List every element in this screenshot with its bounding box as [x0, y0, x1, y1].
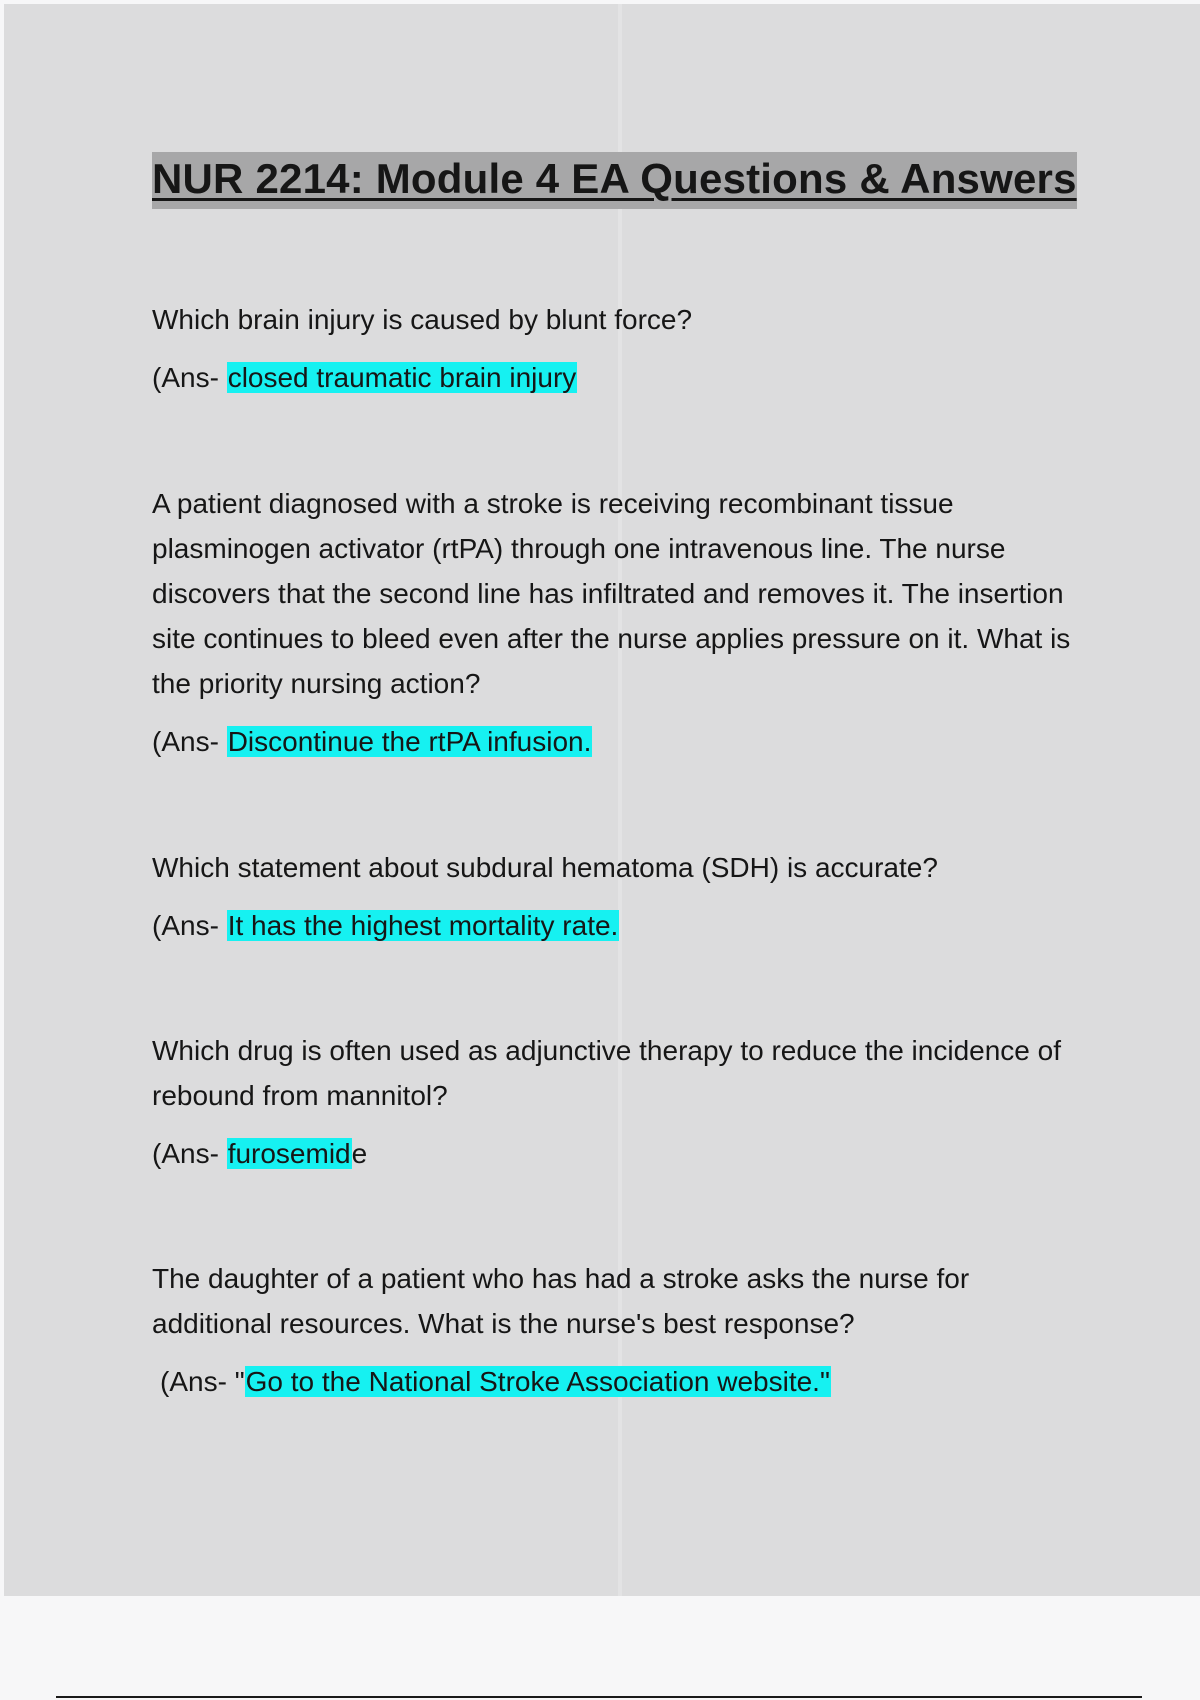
- question-text: The daughter of a patient who has had a stroke asks the nurse for additional resources. What is the nurse's best response?: [152, 1263, 970, 1339]
- answer-highlight: furosemid: [227, 1138, 351, 1169]
- answer-prefix: (Ans-: [152, 910, 227, 941]
- answer-tail: e: [351, 1138, 368, 1169]
- qa-item: [152, 1256, 1092, 1402]
- answer-prefix: (Ans-: [152, 726, 227, 757]
- footer-divider: [56, 1696, 1142, 1698]
- qa-item: [152, 1028, 1092, 1174]
- qa-item: [152, 481, 1092, 762]
- answer-highlight: closed traumatic brain injury: [227, 362, 577, 393]
- document-page: [4, 4, 1200, 1596]
- answer-line: [152, 358, 1092, 398]
- question-text: Which statement about subdural hematoma (SDH) is accurate?: [152, 852, 938, 883]
- answer-line: [152, 722, 1092, 762]
- answer-open-quote: ": [234, 1366, 245, 1397]
- qa-item: [152, 845, 1092, 946]
- answer-prefix: (Ans-: [152, 1138, 227, 1169]
- question-text: A patient diagnosed with a stroke is receiving recombinant tissue plasminogen activator (rtPA) through one intravenous line. The nurse discovers that the second line has infiltrated and removes it. The insertion site continues to bleed even after the nurse applies pressure on it. What is the priority nursing action?: [152, 488, 1071, 699]
- document-title: NUR 2214: Module 4 EA Questions & Answers: [152, 152, 1077, 209]
- answer-highlight: Go to the National Stroke Association website.": [245, 1366, 830, 1397]
- question-text: Which drug is often used as adjunctive therapy to reduce the incidence of rebound from mannitol?: [152, 1035, 1061, 1111]
- qa-item: [152, 297, 1092, 398]
- answer-prefix: (Ans-: [160, 1366, 235, 1397]
- answer-highlight: It has the highest mortality rate.: [227, 910, 619, 941]
- answer-line: [160, 1362, 1092, 1402]
- answer-line: [152, 906, 1092, 946]
- question-text: Which brain injury is caused by blunt force?: [152, 304, 693, 335]
- answer-prefix: (Ans-: [152, 362, 227, 393]
- answer-line: [152, 1134, 1092, 1174]
- answer-highlight: Discontinue the rtPA infusion.: [227, 726, 592, 757]
